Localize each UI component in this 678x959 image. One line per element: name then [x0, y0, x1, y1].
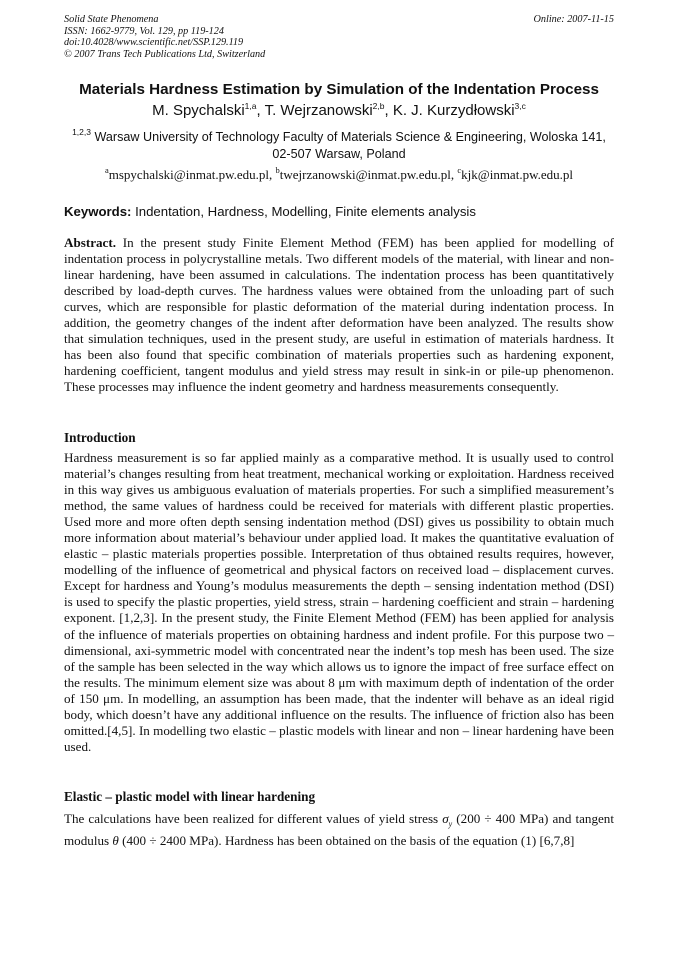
author-name: K. J. Kurzydłowski	[392, 102, 515, 119]
email-link[interactable]: mspychalski@inmat.pw.edu.pl	[108, 167, 270, 182]
keywords	[64, 203, 624, 220]
theta-symbol: θ	[112, 832, 119, 848]
abstract-label: Abstract.	[64, 235, 116, 250]
email-separator: ,	[450, 167, 458, 182]
journal-name: Solid State Phenomena	[64, 14, 159, 25]
abstract	[64, 235, 614, 395]
sigma-subscript: y	[448, 819, 453, 829]
author-superscript: 1,a	[244, 101, 257, 111]
sigma-glyph: σ	[442, 811, 449, 826]
author-superscript: 3,c	[514, 101, 526, 111]
introduction-heading: Introduction	[64, 430, 136, 445]
introduction-text: Hardness measurement is so far applied mainly as a comparative method. It is usually used to control material’s changes resulting from heat treatment, mechanical working or exploitation. Hardness received in this way gives us ambiguous evaluation of materials properties. For such a simplified measurement’s method, the same values of hardness could be received for materials with different plastic properties. Used more and more often depth sensing indentation method (DSI) gives us possibility to obtain much more information about material’s behaviour under applied load. It makes the quantitative evaluation of elastic – plastic materials properties possible. Interpretation of thus obtained results requires, however, modelling of the influence of geometrical and physical factors on received load – displacement curves. Except for hardness and Young’s modulus measurements the depth – sensing indentation method (DSI) is used to specify the plastic properties, yield stress, strain – hardening coefficient and strain – hardening exponent. [1,2,3]. In the present study, the Finite Element Method (FEM) has been applied for analysis of the influence of materials properties on obtaining hardness and indent profile. For this purpose two – dimensional, axi-symmetric model with concentrated near the indent’s top mesh has been used. The size of the sample has been selected in the way which allows us to ignore the impact of free surface effect on the results. The minimum element size was about 8 μm with maximum depth of indentation of the order of 150 μm. In modelling, an assumption has been made, that the indenter will behave as an ideal rigid body, which doesn’t have any additional influence on the results. The influence of friction also has been omitted.[4,5]. In modelling two elastic – plastic models with linear and non – linear hardening have been used.	[64, 450, 614, 754]
sigma-symbol	[442, 811, 453, 829]
calc-text-part: (200 ÷ 400 MPa) and tangent modulus	[64, 811, 614, 848]
email-list	[0, 167, 678, 183]
calc-text-part: The calculations have been realized for different values of yield stress	[64, 811, 443, 826]
email-link[interactable]: kjk@inmat.pw.edu.pl	[461, 167, 573, 182]
issn-line: ISSN: 1662-9779, Vol. 129, pp 119-124	[64, 25, 224, 37]
email-superscript: a	[104, 165, 109, 175]
abstract-text: In the present study Finite Element Method (FEM) has been applied for modelling of indentation process in polycrystalline metals. Two different models of the material, with linear and non-linear hardening, have been assumed in calculations. The indentation process has been quantitatively described by load-depth curves. The hardness values were obtained from the unloading part of such curves, which are responsible for plastic deformation of the material during indentation process. In addition, the geometry changes of the indent after deformation have been analyzed. The results show that simulation techniques, used in the present study, are useful in estimation of materials hardness. It has been also found that specific combination of materials properties such as hardening exponent, hardening coefficient, tangent modulus and yield stress may result in sink-in or pile-up phenomenon. These processes may influence the indent geometry and hardness measurements consequently.	[64, 235, 614, 395]
author-name: M. Spychalski	[152, 102, 245, 119]
copyright-line: © 2007 Trans Tech Publications Ltd, Switzerland	[64, 48, 266, 60]
author-separator: ,	[256, 102, 265, 119]
email-superscript: b	[275, 165, 280, 175]
online-date	[534, 14, 614, 26]
linear-hardening-heading: Elastic – plastic model with linear hardening	[64, 789, 316, 804]
affiliation-superscript: 1,2,3	[72, 127, 91, 137]
keywords-label: Keywords:	[64, 204, 132, 219]
email-superscript: c	[457, 165, 462, 175]
email-separator: ,	[269, 167, 276, 182]
journal-header	[64, 14, 265, 60]
email-link[interactable]: twejrzanowski@inmat.pw.edu.pl	[279, 167, 451, 182]
calc-text-part: (400 ÷ 2400 MPa). Hardness has been obtained on the basis of the equation (1) [6,7,8]	[118, 832, 575, 848]
online-date-text: Online: 2007-11-15	[533, 14, 614, 25]
author-superscript: 2,b	[372, 101, 385, 111]
author-separator: ,	[384, 102, 393, 119]
affiliation	[64, 129, 614, 163]
paper-title: Materials Hardness Estimation by Simulation of the Indentation Process	[79, 81, 599, 98]
linear-hardening-text	[64, 811, 614, 849]
affiliation-text: Warsaw University of Technology Faculty of Materials Science & Engineering, Woloska 141, 02-507 Warsaw, Poland	[90, 130, 606, 161]
author-name: T. Wejrzanowski	[264, 102, 373, 119]
doi-line: doi:10.4028/www.scientific.net/SSP.129.119	[64, 37, 244, 49]
author-list	[0, 101, 678, 120]
keywords-text: Indentation, Hardness, Modelling, Finite elements analysis	[131, 204, 476, 219]
